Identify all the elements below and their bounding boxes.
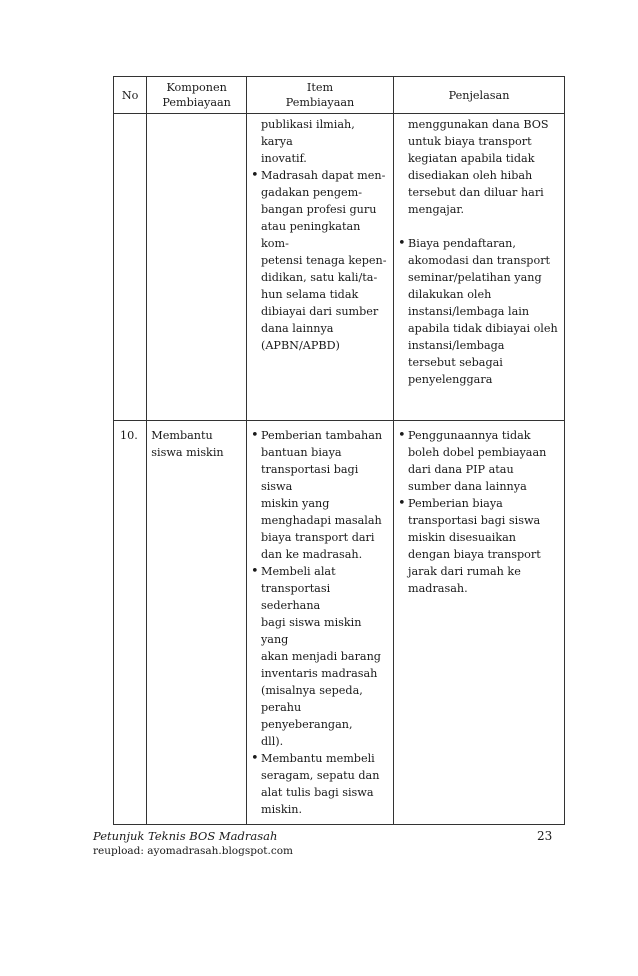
text-line: dibiayai dari sumber [260, 305, 379, 318]
text-line: petensi tenaga kepen- [260, 254, 387, 267]
text-line: publikasi ilmiah, karya [260, 118, 355, 148]
table-header-row [114, 77, 565, 114]
text-line: bagi siswa miskin yang [260, 616, 362, 646]
header-penjelasan: Penjelasan [394, 77, 565, 114]
text-line: akomodasi dan transport [408, 254, 551, 267]
text-line: • Madrasah dapat men- [260, 169, 386, 182]
text-line: inventaris madrasah [260, 667, 378, 680]
text-line: dilakukan oleh [408, 288, 492, 301]
table-row-10 [114, 421, 565, 825]
text-line: dana lainnya [260, 322, 334, 335]
text-line: menghadapi masalah [260, 514, 382, 527]
text-line: transportasi sederhana [260, 582, 331, 612]
text-line: akan menjadi barang [260, 650, 381, 663]
text-line: tersebut sebagai [408, 356, 503, 369]
cell-no-continued [114, 114, 147, 421]
penjelasan-10-bullets [398, 427, 560, 597]
text-line: bangan profesi guru [260, 203, 377, 216]
cell-no-10 [114, 421, 147, 825]
text-line: miskin. [260, 803, 303, 816]
text-line: bantuan biaya [260, 446, 342, 459]
text-line: disediakan oleh hibah [408, 169, 533, 182]
item-continued-bullets [251, 167, 389, 354]
text-line: • Membantu membeli [260, 752, 375, 765]
cell-penjelasan-10 [394, 421, 565, 825]
header-komponen: Komponen Pembiayaan [147, 77, 247, 114]
text-line: • Membeli alat [260, 565, 336, 578]
text-line: instansi/lembaga [408, 339, 505, 352]
reupload-note: reupload: ayomadrasah.blogspot.com [93, 845, 294, 857]
list-item [251, 750, 389, 818]
list-item [398, 427, 560, 495]
text-line: dll). [260, 735, 284, 748]
text-line: (misalnya sepeda, [260, 684, 363, 697]
text-line: penyelenggara [408, 373, 493, 386]
text-line: seminar/pelatihan yang [408, 271, 542, 284]
text-line: transportasi bagi siswa [260, 463, 359, 493]
text-line: biaya transport dari [260, 531, 375, 544]
header-no: No [114, 77, 147, 114]
cell-item-continued [246, 114, 393, 421]
cell-komponen-continued [147, 114, 247, 421]
text-line: jarak dari rumah ke [408, 565, 521, 578]
list-item [251, 427, 389, 563]
text-line: • Biaya pendaftaran, [408, 237, 516, 250]
text-line: sumber dana lainnya [408, 480, 527, 493]
table-row-continued [114, 114, 565, 421]
text-line: siswa miskin [151, 446, 224, 459]
text-line: apabila tidak dibiayai oleh [408, 322, 558, 335]
text-line: inovatif. [260, 152, 307, 165]
cell-penjelasan-continued [394, 114, 565, 421]
text-line: alat tulis bagi siswa [260, 786, 374, 799]
text-line: miskin yang [260, 497, 330, 510]
cell-komponen-10 [147, 421, 247, 825]
text-line: • Pemberian biaya [408, 497, 503, 510]
bos-table [113, 76, 565, 825]
text-line: boleh dobel pembiayaan [408, 446, 547, 459]
text-line: madrasah. [408, 582, 468, 595]
text-line: untuk biaya transport [408, 135, 532, 148]
text-line: atau peningkatan kom- [260, 220, 361, 250]
list-item [251, 563, 389, 750]
text-line: dengan biaya transport [408, 548, 541, 561]
penjelasan-continued-bullets [398, 235, 560, 388]
text-line: gadakan pengem- [260, 186, 363, 199]
text-line: dan ke madrasah. [260, 548, 363, 561]
text-line: dari dana PIP atau [408, 463, 514, 476]
header-item: Item Pembiayaan [246, 77, 393, 114]
item-continued-text [251, 116, 389, 167]
page-number: 23 [537, 829, 553, 843]
cell-item-10 [246, 421, 393, 825]
text-line: menggunakan dana BOS [408, 118, 549, 131]
text-line: • Penggunaannya tidak [408, 429, 531, 442]
text-line: hun selama tidak [260, 288, 359, 301]
row-number: 10. [120, 429, 138, 442]
text-line: mengajar. [408, 203, 465, 216]
text-line: Membantu [151, 429, 213, 442]
text-line: (APBN/APBD) [260, 339, 340, 352]
item-10-bullets [251, 427, 389, 818]
text-line: seragam, sepatu dan [260, 769, 380, 782]
text-line: transportasi bagi siswa [408, 514, 541, 527]
text-line: perahu penyeberangan, [260, 701, 353, 731]
text-line: miskin disesuaikan [408, 531, 517, 544]
text-line: kegiatan apabila tidak [408, 152, 535, 165]
list-item [398, 235, 560, 388]
footer-title: Petunjuk Teknis BOS Madrasah [93, 829, 278, 843]
text-line: didikan, satu kali/ta- [260, 271, 378, 284]
list-item [398, 495, 560, 597]
list-item [251, 167, 389, 354]
penjelasan-continued-text [398, 116, 560, 218]
text-line: instansi/lembaga lain [408, 305, 530, 318]
text-line: tersebut dan diluar hari [408, 186, 544, 199]
text-line: • Pemberian tambahan [260, 429, 383, 442]
